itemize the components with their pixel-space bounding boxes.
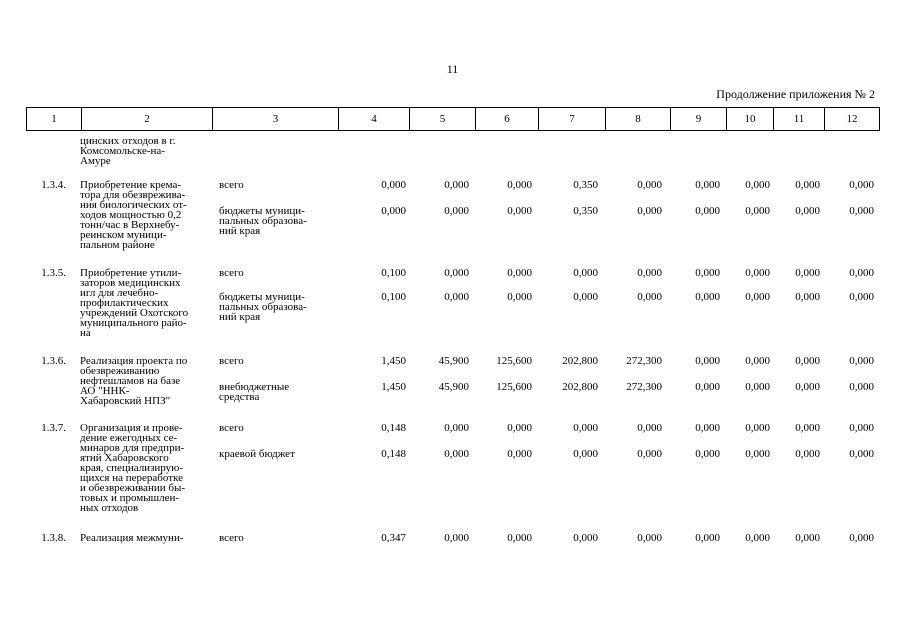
value-cell-col11: 0,000 bbox=[795, 532, 820, 544]
value-cell-col5: 45,900 bbox=[438, 355, 469, 367]
page-number: 11 bbox=[446, 62, 459, 76]
value-cell-col7: 0,350 bbox=[573, 179, 598, 191]
value-cell-col7: 0,000 bbox=[573, 267, 598, 279]
value-cell-col8: 272,300 bbox=[626, 381, 662, 393]
value-cell-col5: 0,000 bbox=[444, 267, 469, 279]
column-header-row bbox=[27, 108, 880, 131]
carryover-text: цинских отходов в г. Комсомольске-на- Амуре bbox=[80, 135, 176, 167]
funding-source: краевой бюджет bbox=[219, 448, 295, 460]
value-cell-col5: 0,000 bbox=[444, 179, 469, 191]
value-cell-col12: 0,000 bbox=[849, 291, 874, 303]
value-cell-col4: 0,148 bbox=[381, 448, 406, 460]
value-cell-col6: 0,000 bbox=[507, 205, 532, 217]
value-cell-col12: 0,000 bbox=[849, 448, 874, 460]
value-cell-col6: 0,000 bbox=[507, 291, 532, 303]
value-cell-col6: 0,000 bbox=[507, 532, 532, 544]
value-cell-col11: 0,000 bbox=[795, 205, 820, 217]
value-cell-col9: 0,000 bbox=[695, 422, 720, 434]
value-cell-col4: 0,347 bbox=[381, 532, 406, 544]
column-header-12: 12 bbox=[825, 108, 880, 131]
column-header-7: 7 bbox=[539, 108, 606, 131]
value-cell-col7: 202,800 bbox=[562, 381, 598, 393]
value-cell-col8: 0,000 bbox=[637, 532, 662, 544]
value-cell-col12: 0,000 bbox=[849, 532, 874, 544]
value-cell-col11: 0,000 bbox=[795, 422, 820, 434]
value-cell-col11: 0,000 bbox=[795, 448, 820, 460]
value-cell-col6: 0,000 bbox=[507, 267, 532, 279]
value-cell-col4: 0,148 bbox=[381, 422, 406, 434]
continuation-label: Продолжение приложения № 2 bbox=[716, 87, 875, 101]
value-cell-col5: 45,900 bbox=[438, 381, 469, 393]
row-name: Приобретение утили- заторов медицинских игл для лечебно- профилактических учреждений Охотского муниципального райо- на bbox=[80, 267, 189, 339]
value-cell-col9: 0,000 bbox=[695, 205, 720, 217]
value-cell-col4: 0,100 bbox=[381, 267, 406, 279]
value-cell-col9: 0,000 bbox=[695, 291, 720, 303]
value-cell-col5: 0,000 bbox=[444, 205, 469, 217]
value-cell-col6: 0,000 bbox=[507, 448, 532, 460]
funding-source: всего bbox=[219, 355, 244, 367]
funding-source: всего bbox=[219, 422, 244, 434]
value-cell-col12: 0,000 bbox=[849, 179, 874, 191]
value-cell-col4: 0,000 bbox=[381, 179, 406, 191]
value-cell-col7: 0,000 bbox=[573, 532, 598, 544]
value-cell-col5: 0,000 bbox=[444, 448, 469, 460]
value-cell-col7: 0,000 bbox=[573, 422, 598, 434]
value-cell-col4: 0,100 bbox=[381, 291, 406, 303]
value-cell-col11: 0,000 bbox=[795, 381, 820, 393]
value-cell-col11: 0,000 bbox=[795, 179, 820, 191]
funding-source: бюджеты муници- пальных образова- ний края bbox=[219, 205, 307, 237]
value-cell-col7: 0,350 bbox=[573, 205, 598, 217]
value-cell-col5: 0,000 bbox=[444, 532, 469, 544]
value-cell-col4: 1,450 bbox=[381, 355, 406, 367]
funding-source: внебюджетные средства bbox=[219, 381, 290, 403]
value-cell-col10: 0,000 bbox=[745, 179, 770, 191]
column-header-table bbox=[26, 107, 880, 131]
row-code: 1.3.6. bbox=[41, 355, 66, 367]
row-name: Приобретение крема- тора для обезврежива- ния биологических от- ходов мощностью 0,2 тонн/час в Верхнебу- реинском муници- пальном районе bbox=[80, 179, 187, 251]
value-cell-col10: 0,000 bbox=[745, 205, 770, 217]
column-header-11: 11 bbox=[774, 108, 825, 131]
value-cell-col8: 0,000 bbox=[637, 448, 662, 460]
value-cell-col12: 0,000 bbox=[849, 267, 874, 279]
value-cell-col10: 0,000 bbox=[745, 291, 770, 303]
value-cell-col6: 0,000 bbox=[507, 179, 532, 191]
value-cell-col6: 125,600 bbox=[496, 381, 532, 393]
funding-source: бюджеты муници- пальных образова- ний края bbox=[219, 291, 307, 323]
value-cell-col7: 0,000 bbox=[573, 448, 598, 460]
value-cell-col12: 0,000 bbox=[849, 381, 874, 393]
column-header-1: 1 bbox=[27, 108, 82, 131]
value-cell-col11: 0,000 bbox=[795, 291, 820, 303]
value-cell-col9: 0,000 bbox=[695, 267, 720, 279]
value-cell-col5: 0,000 bbox=[444, 422, 469, 434]
column-header-6: 6 bbox=[476, 108, 539, 131]
row-code: 1.3.8. bbox=[41, 532, 66, 544]
value-cell-col8: 0,000 bbox=[637, 205, 662, 217]
value-cell-col4: 0,000 bbox=[381, 205, 406, 217]
value-cell-col7: 202,800 bbox=[562, 355, 598, 367]
row-code: 1.3.5. bbox=[41, 267, 66, 279]
value-cell-col8: 0,000 bbox=[637, 291, 662, 303]
column-header-9: 9 bbox=[671, 108, 727, 131]
value-cell-col10: 0,000 bbox=[745, 532, 770, 544]
column-header-3: 3 bbox=[213, 108, 339, 131]
value-cell-col8: 272,300 bbox=[626, 355, 662, 367]
column-header-4: 4 bbox=[339, 108, 410, 131]
funding-source: всего bbox=[219, 267, 244, 279]
value-cell-col10: 0,000 bbox=[745, 267, 770, 279]
value-cell-col6: 125,600 bbox=[496, 355, 532, 367]
value-cell-col9: 0,000 bbox=[695, 355, 720, 367]
value-cell-col12: 0,000 bbox=[849, 355, 874, 367]
funding-source: всего bbox=[219, 532, 244, 544]
column-header-2: 2 bbox=[82, 108, 213, 131]
column-header-5: 5 bbox=[410, 108, 476, 131]
value-cell-col10: 0,000 bbox=[745, 355, 770, 367]
value-cell-col12: 0,000 bbox=[849, 422, 874, 434]
row-name: Организация и прове- дение ежегодных се- минаров для предпри- ятий Хабаровского края, специализирую- щихся на переработке и обезвреживании бы- товых и промышлен- ных отходов bbox=[80, 422, 186, 514]
value-cell-col4: 1,450 bbox=[381, 381, 406, 393]
value-cell-col10: 0,000 bbox=[745, 422, 770, 434]
funding-source: всего bbox=[219, 179, 244, 191]
value-cell-col8: 0,000 bbox=[637, 267, 662, 279]
row-name: Реализация межмуни- bbox=[80, 532, 184, 544]
value-cell-col7: 0,000 bbox=[573, 291, 598, 303]
value-cell-col5: 0,000 bbox=[444, 291, 469, 303]
value-cell-col9: 0,000 bbox=[695, 381, 720, 393]
row-code: 1.3.7. bbox=[41, 422, 66, 434]
value-cell-col8: 0,000 bbox=[637, 179, 662, 191]
row-name: Реализация проекта по обезвреживанию нефтешламов на базе АО "ННК- Хабаровский НПЗ" bbox=[80, 355, 188, 407]
value-cell-col6: 0,000 bbox=[507, 422, 532, 434]
value-cell-col10: 0,000 bbox=[745, 381, 770, 393]
value-cell-col9: 0,000 bbox=[695, 179, 720, 191]
value-cell-col11: 0,000 bbox=[795, 267, 820, 279]
value-cell-col9: 0,000 bbox=[695, 532, 720, 544]
column-header-8: 8 bbox=[606, 108, 671, 131]
row-code: 1.3.4. bbox=[41, 179, 66, 191]
value-cell-col10: 0,000 bbox=[745, 448, 770, 460]
value-cell-col12: 0,000 bbox=[849, 205, 874, 217]
column-header-10: 10 bbox=[727, 108, 774, 131]
value-cell-col8: 0,000 bbox=[637, 422, 662, 434]
value-cell-col11: 0,000 bbox=[795, 355, 820, 367]
value-cell-col9: 0,000 bbox=[695, 448, 720, 460]
